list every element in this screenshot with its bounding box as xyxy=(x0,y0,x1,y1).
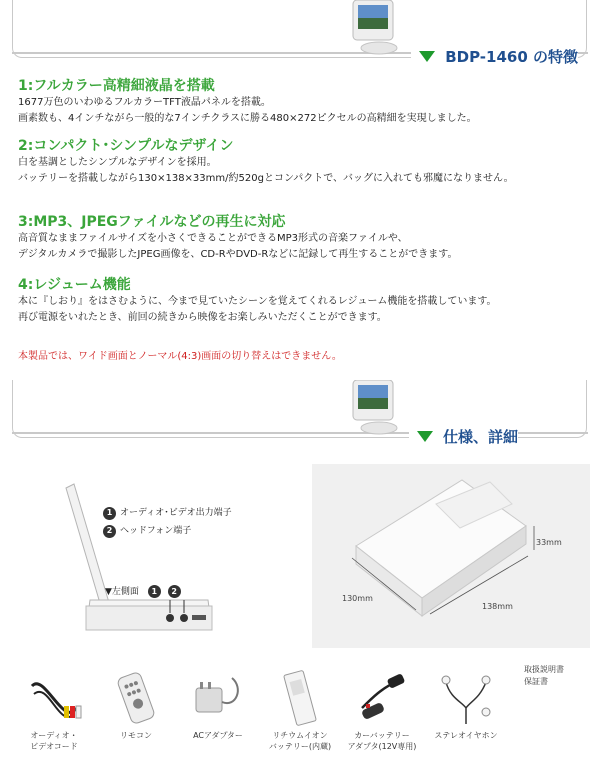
lithium-battery-icon xyxy=(270,668,330,728)
screen-mode-note: 本製品では、ワイド画面とノーマル(4:3)画面の切り替えはできません。 xyxy=(18,351,342,362)
port-legend xyxy=(103,504,232,540)
accessory-label: リチウムイオン バッテリー(内蔵) xyxy=(268,731,332,751)
accessory-label: カーバッテリー アダプタ(12V専用) xyxy=(347,731,417,751)
player-thumbnail-icon xyxy=(351,0,399,56)
port-marker: 1 xyxy=(148,585,161,598)
triangle-down-icon xyxy=(419,51,435,62)
player-closed-image xyxy=(312,464,590,648)
section-title xyxy=(411,44,578,68)
feature-title: 1:フルカラー高精細液晶を搭載 xyxy=(18,78,215,94)
accessory-label: ACアダプター xyxy=(193,731,243,740)
port-marker: 2 xyxy=(168,585,181,598)
feature-body: 高音質なままファイルサイズを小さくできることができるMP3形式の音楽ファイルや、 デジタルカメラで撮影したJPEG画像を、CD-RやDVD-Rなどに記録して再生することができます。 xyxy=(18,233,458,260)
accessory-label: ステレオイヤホン xyxy=(434,731,498,740)
triangle-down-icon xyxy=(417,431,433,442)
legend-label: ヘッドフォン端子 xyxy=(120,526,192,536)
feature-title: 3:MP3、JPEGファイルなどの再生に対応 xyxy=(18,214,286,230)
feature-title: 4:レジューム機能 xyxy=(18,277,131,293)
left-side-label: ▼左側面 1 2 xyxy=(105,584,181,598)
legend-number: 1 xyxy=(103,507,116,520)
legend-number: 2 xyxy=(103,525,116,538)
feature-3 xyxy=(18,214,588,263)
feature-2 xyxy=(18,138,588,187)
section-title-text: 仕様、詳細 xyxy=(442,427,518,446)
ac-adapter-icon xyxy=(188,668,248,728)
earphone-icon xyxy=(436,668,496,728)
feature-body: 1677万色のいわゆるフルカラーTFT液晶パネルを搭載。 画素数も、4インチながら一般的な7インチクラスに勝る480×272ピクセルの高精細を実現しました。 xyxy=(18,97,477,124)
feature-1 xyxy=(18,78,588,127)
player-thumbnail-icon xyxy=(351,380,399,436)
accessory-battery xyxy=(264,668,336,752)
section-header-specs xyxy=(12,380,588,448)
accessory-earphones xyxy=(430,668,502,741)
section-header-features xyxy=(12,0,588,68)
section-title xyxy=(409,424,518,448)
av-cable-icon xyxy=(24,668,84,728)
feature-body: 白を基調としたシンプルなデザインを採用。 バッテリーを搭載しながら130×138×33mm/約520gとコンパクトで、バッグに入れても邪魔になりません。 xyxy=(18,157,514,184)
accessory-ac-adapter xyxy=(182,668,254,741)
feature-title: 2:コンパクト･シンプルなデザイン xyxy=(18,138,234,154)
accessory-label: リモコン xyxy=(120,731,152,740)
depth-dimension: 138mm xyxy=(482,602,513,611)
product-dimensions-photo xyxy=(312,464,590,648)
manual-warranty-label: 取扱説明書 保証書 xyxy=(524,665,564,686)
accessory-av-cable xyxy=(18,668,90,752)
car-adapter-icon xyxy=(352,668,412,728)
legend-label: オーディオ･ビデオ出力端子 xyxy=(120,508,232,518)
width-dimension: 130mm xyxy=(342,594,373,603)
section-title-text: BDP-1460 の特徴 xyxy=(445,47,578,66)
feature-4 xyxy=(18,277,588,326)
accessory-remote xyxy=(100,668,172,741)
accessory-label: オーディオ・ ビデオコード xyxy=(30,731,78,751)
legend-item xyxy=(103,522,232,540)
height-dimension: 33mm xyxy=(536,538,562,547)
remote-control-icon xyxy=(106,668,166,728)
accessory-car-adapter xyxy=(346,668,418,752)
legend-item xyxy=(103,504,232,522)
feature-body: 本に『しおり』をはさむように、今まで見ていたシーンを覚えてくれるレジューム機能を搭載しています。 再び電源をいれたとき、前回の続きから映像をお楽しみいただくことができます。 xyxy=(18,296,497,323)
